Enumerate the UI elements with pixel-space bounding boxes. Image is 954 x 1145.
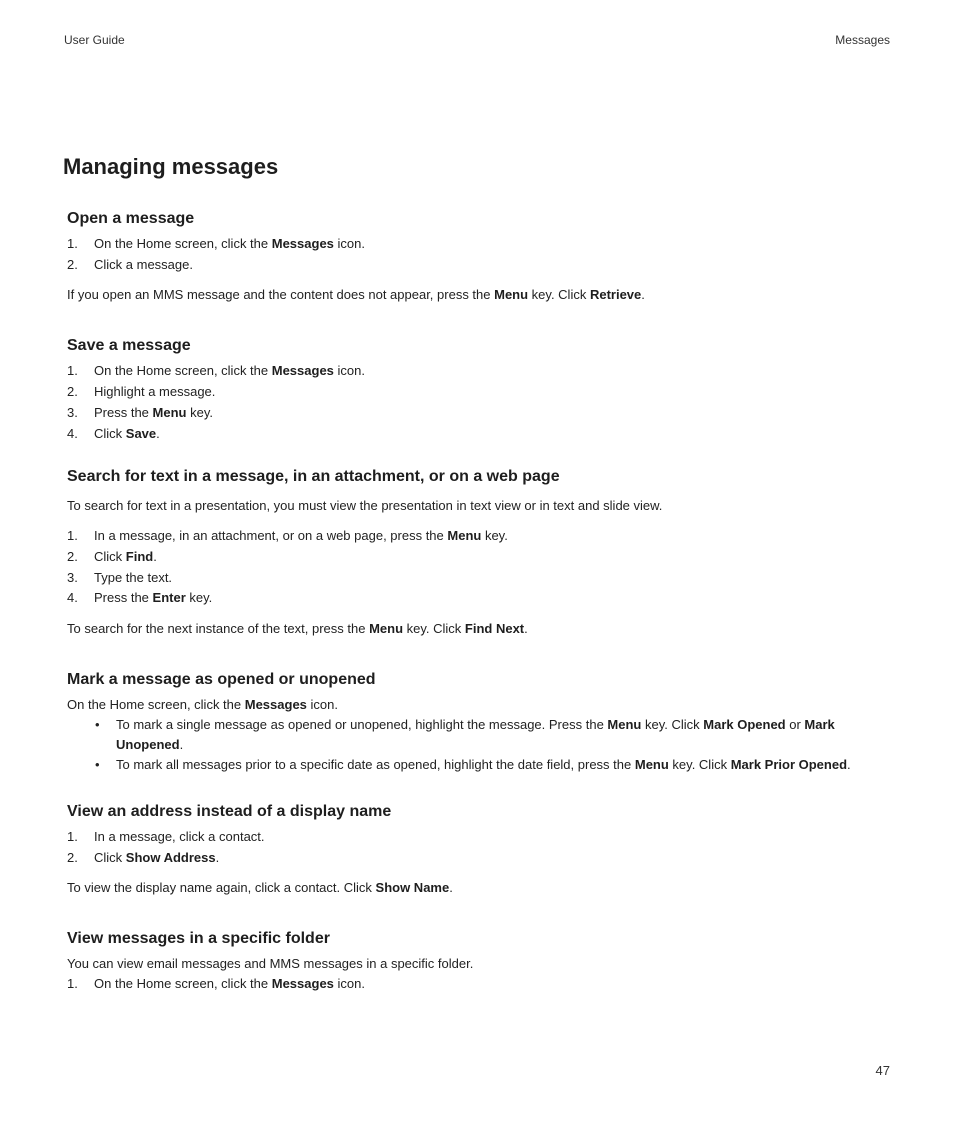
list-item	[67, 234, 887, 255]
step-number: 3.	[67, 569, 78, 585]
section-mark-message	[67, 671, 887, 775]
step-number: 2.	[67, 256, 78, 272]
steps-list	[67, 234, 887, 275]
list-item	[67, 848, 887, 869]
note-bold: Menu	[494, 287, 529, 303]
section-title: View an address instead of a display name	[67, 803, 392, 821]
step-bold: Messages	[271, 236, 334, 251]
step-text: On the Home screen, click the	[94, 236, 272, 251]
section-note	[67, 285, 887, 305]
step-number: 2.	[67, 384, 78, 400]
section-title: Mark a message as opened or unopened	[67, 671, 376, 689]
step-number: 4.	[67, 590, 78, 606]
step-number: 1.	[67, 236, 78, 251]
section-view-address	[67, 803, 887, 898]
step-text: .	[153, 548, 157, 564]
list-item	[67, 424, 887, 445]
section-title: Save a message	[67, 337, 191, 355]
bullet-text: key. Click	[641, 717, 704, 733]
step-bold: Enter	[152, 590, 186, 606]
section-search-text	[67, 468, 887, 639]
step-text: Press the	[94, 404, 153, 420]
step-bold: Messages	[271, 976, 334, 992]
section-intro	[67, 695, 887, 715]
step-text: .	[215, 849, 220, 865]
step-text: Press the	[94, 590, 153, 606]
step-text: key.	[481, 528, 508, 544]
list-item	[67, 974, 887, 995]
list-item	[67, 526, 887, 547]
step-bold: Save	[125, 425, 157, 441]
step-text: In a message, in an attachment, or on a web page, press the	[94, 528, 448, 544]
step-bold: Messages	[271, 363, 334, 379]
note-bold: Retrieve	[589, 287, 642, 303]
list-item	[67, 568, 887, 589]
intro-text: On the Home screen, click the	[67, 697, 245, 713]
note-text: key. Click	[403, 621, 465, 637]
bullet-bold: Menu	[607, 717, 642, 733]
section-intro: You can view email messages and MMS messages in a specific folder.	[67, 956, 474, 972]
bullet-text: .	[179, 737, 184, 753]
steps-list	[67, 827, 887, 868]
step-number: 4.	[67, 425, 78, 441]
section-save-message	[67, 337, 887, 444]
section-open-message	[67, 210, 887, 305]
list-item	[67, 382, 887, 403]
step-text: Type the text.	[94, 569, 173, 585]
list-item	[67, 547, 887, 568]
bullet-text: To mark a single message as opened or unopened, highlight the message. Press the	[116, 717, 608, 733]
step-number: 1.	[67, 976, 78, 992]
note-text: If you open an MMS message and the content does not appear, press the	[67, 287, 495, 303]
list-item	[67, 255, 887, 276]
section-note	[67, 619, 887, 639]
intro-bold: Messages	[244, 697, 307, 713]
note-text: .	[641, 287, 645, 303]
bullet-bold: Mark Unopened	[116, 717, 835, 753]
note-bold: Menu	[369, 621, 404, 637]
bullet-text: To mark all messages prior to a specific date as opened, highlight the date field, press the	[116, 757, 635, 773]
list-item	[67, 588, 887, 609]
page-number: 47	[875, 1063, 890, 1078]
bullet-text: or	[785, 717, 805, 733]
step-text: key.	[186, 404, 213, 420]
section-title: Open a message	[67, 210, 195, 227]
note-text: To search for the next instance of the text, press the	[67, 621, 370, 637]
step-text: Highlight a message.	[94, 384, 216, 400]
header-doc-title: User Guide	[64, 33, 125, 47]
note-bold: Find Next	[464, 621, 525, 637]
step-text: On the Home screen, click the	[94, 363, 272, 379]
step-text: icon.	[333, 363, 365, 379]
section-view-folder	[67, 930, 887, 995]
note-text: key. Click	[528, 287, 590, 303]
steps-list	[67, 361, 887, 444]
step-bold: Menu	[152, 404, 187, 420]
step-number: 1.	[67, 363, 78, 379]
step-text: Click	[94, 425, 126, 441]
step-number: 3.	[67, 404, 78, 420]
step-text: Click	[94, 849, 126, 865]
step-number: 1.	[67, 829, 78, 845]
section-intro: To search for text in a presentation, you must view the presentation in text view or in text and slide view.	[67, 498, 663, 514]
note-text: .	[524, 621, 528, 637]
content	[67, 210, 887, 1015]
intro-text: icon.	[306, 697, 338, 713]
bullet-bold: Mark Opened	[703, 717, 786, 733]
step-text: icon.	[333, 236, 365, 251]
step-bold: Menu	[447, 528, 482, 544]
bullet-text: .	[847, 757, 851, 773]
step-number: 2.	[67, 849, 78, 865]
list-item	[67, 827, 887, 848]
step-text: Click a message.	[94, 256, 193, 272]
bullet-icon: •	[95, 757, 100, 773]
note-text: .	[449, 880, 453, 896]
bullet-text: key. Click	[668, 757, 731, 773]
header-chapter: Messages	[835, 33, 890, 47]
bullet-icon: •	[95, 717, 100, 733]
section-note	[67, 878, 887, 898]
step-text: .	[156, 425, 160, 441]
step-text: In a message, click a contact.	[94, 829, 265, 845]
note-text: To view the display name again, click a contact. Click	[67, 880, 376, 896]
step-text: On the Home screen, click the	[94, 976, 272, 992]
step-text: Click	[94, 548, 126, 564]
bullet-list	[67, 715, 887, 775]
list-item	[67, 361, 887, 382]
list-item	[95, 755, 887, 775]
steps-list	[67, 526, 887, 609]
section-title: View messages in a specific folder	[67, 930, 330, 948]
step-bold: Show Address	[125, 849, 216, 865]
page-title: Managing messages	[63, 154, 279, 179]
steps-list	[67, 974, 887, 995]
bullet-bold: Menu	[634, 757, 669, 773]
step-bold: Find	[125, 548, 154, 564]
step-number: 1.	[67, 528, 78, 544]
step-text: icon.	[333, 976, 365, 992]
section-title: Search for text in a message, in an attachment, or on a web page	[67, 468, 560, 486]
note-bold: Show Name	[375, 880, 450, 896]
step-text: key.	[185, 590, 213, 606]
list-item	[67, 403, 887, 424]
step-number: 2.	[67, 548, 78, 564]
bullet-bold: Mark Prior Opened	[730, 757, 848, 773]
list-item	[95, 715, 887, 755]
